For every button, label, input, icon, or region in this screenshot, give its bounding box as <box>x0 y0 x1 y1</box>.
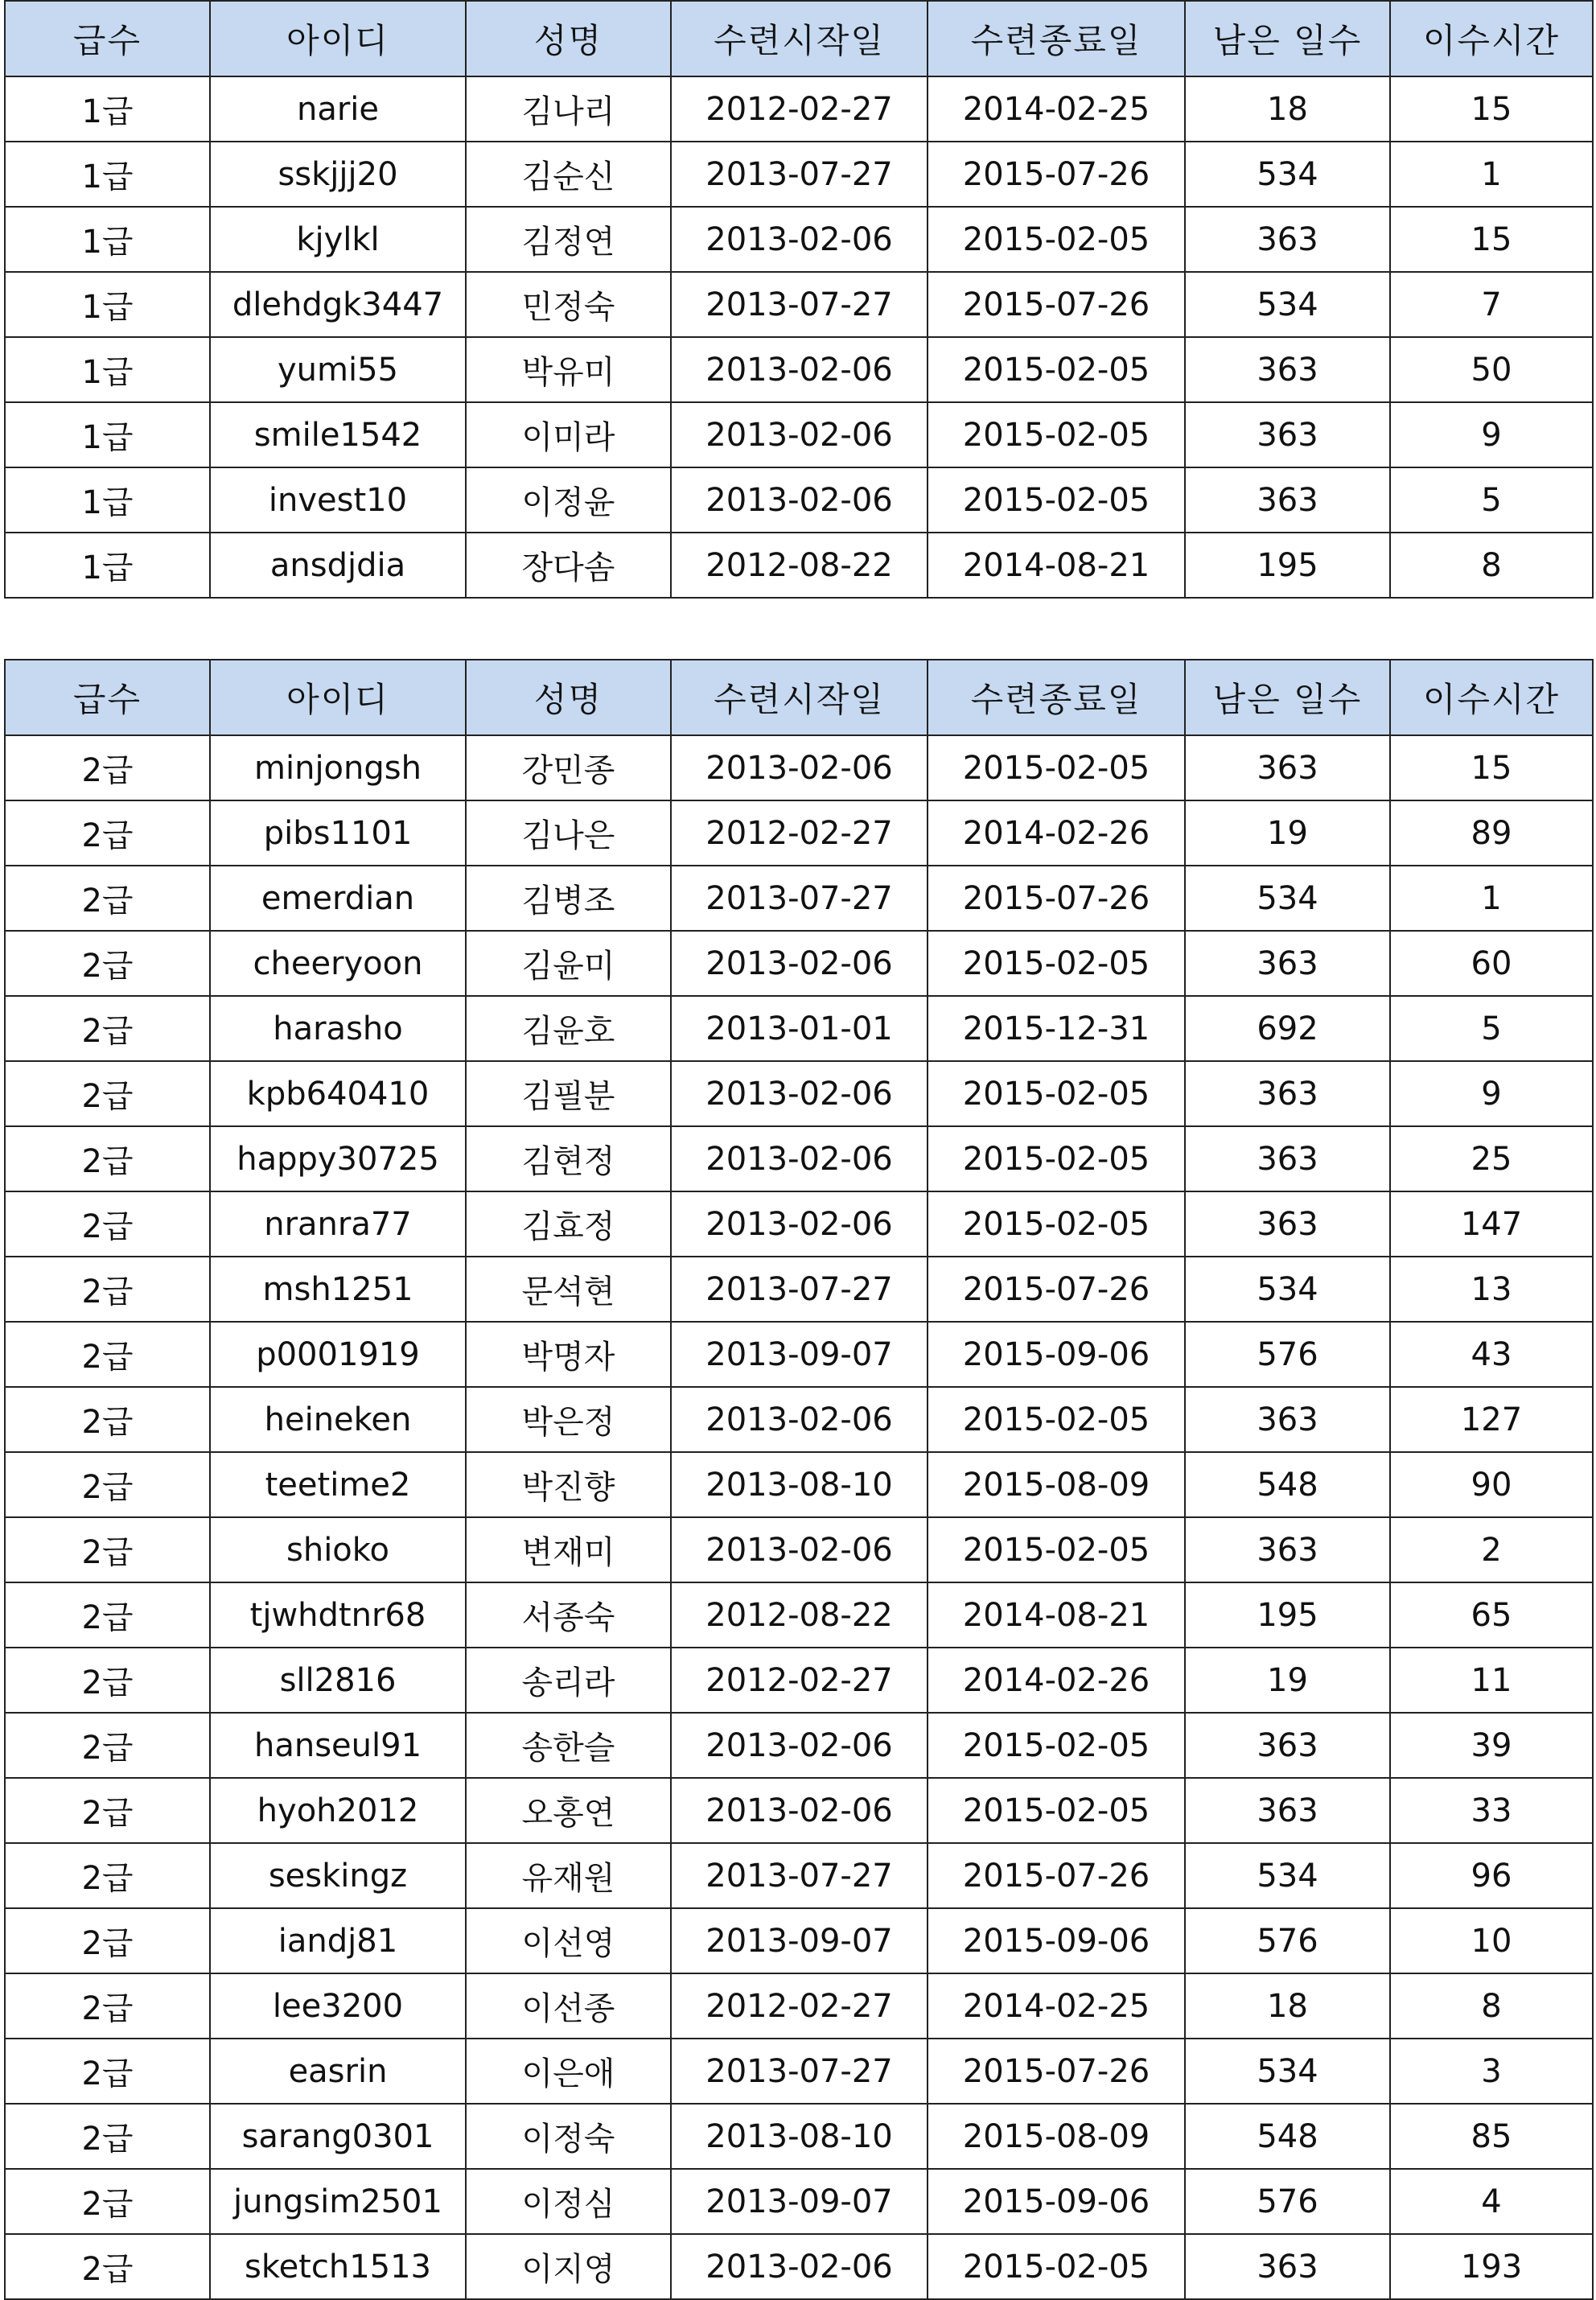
id-cell: lee3200 <box>210 1973 466 2039</box>
name-cell: 김병조 <box>466 866 671 931</box>
id-cell: teetime2 <box>210 1452 466 1517</box>
table-row <box>5 1843 1593 1908</box>
days-left-cell: 195 <box>1185 533 1390 598</box>
end-date-cell: 2015-07-26 <box>928 272 1185 337</box>
header-name: 성명 <box>466 1 671 76</box>
name-cell: 김나은 <box>466 800 671 866</box>
grade-cell: 2급 <box>5 996 210 1061</box>
hours-cell: 1 <box>1390 142 1593 207</box>
table-row <box>5 1061 1593 1126</box>
id-cell: hanseul91 <box>210 1713 466 1778</box>
hours-cell: 89 <box>1390 800 1593 866</box>
id-cell: emerdian <box>210 866 466 931</box>
table-row <box>5 533 1593 598</box>
header-days-left: 남은 일수 <box>1185 1 1390 76</box>
hours-cell: 65 <box>1390 1582 1593 1648</box>
start-date-cell: 2013-02-06 <box>671 735 928 800</box>
header-hours: 이수시간 <box>1390 660 1593 735</box>
id-cell: invest10 <box>210 467 466 533</box>
hours-cell: 7 <box>1390 272 1593 337</box>
header-name: 성명 <box>466 660 671 735</box>
grade-cell: 2급 <box>5 1713 210 1778</box>
name-cell: 김윤미 <box>466 931 671 996</box>
hours-cell: 9 <box>1390 1061 1593 1126</box>
end-date-cell: 2015-02-05 <box>928 467 1185 533</box>
grade-cell: 2급 <box>5 1061 210 1126</box>
header-end-date: 수련종료일 <box>928 1 1185 76</box>
grade-cell: 2급 <box>5 2104 210 2169</box>
days-left-cell: 534 <box>1185 2039 1390 2104</box>
grade-cell: 2급 <box>5 1322 210 1387</box>
hours-cell: 15 <box>1390 207 1593 272</box>
table-row <box>5 866 1593 931</box>
start-date-cell: 2012-02-27 <box>671 1973 928 2039</box>
days-left-cell: 692 <box>1185 996 1390 1061</box>
table-row <box>5 142 1593 207</box>
table-row <box>5 1713 1593 1778</box>
grade-cell: 1급 <box>5 337 210 402</box>
end-date-cell: 2014-02-25 <box>928 1973 1185 2039</box>
grade-cell: 2급 <box>5 1908 210 1973</box>
end-date-cell: 2015-02-05 <box>928 1713 1185 1778</box>
start-date-cell: 2013-09-07 <box>671 1322 928 1387</box>
grade-cell: 1급 <box>5 467 210 533</box>
id-cell: msh1251 <box>210 1257 466 1322</box>
end-date-cell: 2015-08-09 <box>928 2104 1185 2169</box>
id-cell: kpb640410 <box>210 1061 466 1126</box>
days-left-cell: 534 <box>1185 272 1390 337</box>
grade-cell: 2급 <box>5 1452 210 1517</box>
table-row <box>5 1778 1593 1843</box>
table-row <box>5 1973 1593 2039</box>
days-left-cell: 363 <box>1185 2234 1390 2299</box>
days-left-cell: 534 <box>1185 866 1390 931</box>
id-cell: dlehdgk3447 <box>210 272 466 337</box>
name-cell: 박유미 <box>466 337 671 402</box>
grade-cell: 2급 <box>5 1778 210 1843</box>
table-row <box>5 1582 1593 1648</box>
hours-cell: 85 <box>1390 2104 1593 2169</box>
id-cell: tjwhdtnr68 <box>210 1582 466 1648</box>
id-cell: jungsim2501 <box>210 2169 466 2234</box>
hours-cell: 25 <box>1390 1126 1593 1191</box>
header-start-date: 수련시작일 <box>671 1 928 76</box>
end-date-cell: 2015-02-05 <box>928 402 1185 467</box>
header-end-date: 수련종료일 <box>928 660 1185 735</box>
end-date-cell: 2015-02-05 <box>928 1061 1185 1126</box>
header-grade: 급수 <box>5 660 210 735</box>
table-row <box>5 272 1593 337</box>
grade-cell: 2급 <box>5 1191 210 1257</box>
name-cell: 박은정 <box>466 1387 671 1452</box>
table-row <box>5 735 1593 800</box>
header-grade: 급수 <box>5 1 210 76</box>
grade-cell: 2급 <box>5 1387 210 1452</box>
start-date-cell: 2013-07-27 <box>671 1843 928 1908</box>
start-date-cell: 2013-02-06 <box>671 337 928 402</box>
grade-cell: 1급 <box>5 142 210 207</box>
end-date-cell: 2014-08-21 <box>928 533 1185 598</box>
start-date-cell: 2013-02-06 <box>671 1387 928 1452</box>
table-body <box>5 76 1593 598</box>
start-date-cell: 2013-02-06 <box>671 467 928 533</box>
table-row <box>5 467 1593 533</box>
table-row <box>5 1257 1593 1322</box>
name-cell: 박진향 <box>466 1452 671 1517</box>
end-date-cell: 2015-09-06 <box>928 1908 1185 1973</box>
header-row <box>5 1 1593 76</box>
name-cell: 김필분 <box>466 1061 671 1126</box>
grade-cell: 2급 <box>5 1843 210 1908</box>
table-row <box>5 2169 1593 2234</box>
header-id: 아이디 <box>210 1 466 76</box>
days-left-cell: 363 <box>1185 1061 1390 1126</box>
hours-cell: 127 <box>1390 1387 1593 1452</box>
header-hours: 이수시간 <box>1390 1 1593 76</box>
hours-cell: 39 <box>1390 1713 1593 1778</box>
days-left-cell: 363 <box>1185 337 1390 402</box>
end-date-cell: 2015-02-05 <box>928 1517 1185 1582</box>
start-date-cell: 2013-07-27 <box>671 272 928 337</box>
days-left-cell: 363 <box>1185 1387 1390 1452</box>
start-date-cell: 2013-07-27 <box>671 1257 928 1322</box>
id-cell: ansdjdia <box>210 533 466 598</box>
days-left-cell: 18 <box>1185 76 1390 142</box>
name-cell: 유재원 <box>466 1843 671 1908</box>
hours-cell: 90 <box>1390 1452 1593 1517</box>
hours-cell: 1 <box>1390 866 1593 931</box>
hours-cell: 13 <box>1390 1257 1593 1322</box>
grade-cell: 1급 <box>5 76 210 142</box>
end-date-cell: 2014-02-25 <box>928 76 1185 142</box>
start-date-cell: 2013-02-06 <box>671 207 928 272</box>
table-row <box>5 996 1593 1061</box>
hours-cell: 60 <box>1390 931 1593 996</box>
table-row <box>5 1648 1593 1713</box>
hours-cell: 8 <box>1390 1973 1593 2039</box>
start-date-cell: 2013-07-27 <box>671 866 928 931</box>
grade-cell: 2급 <box>5 1257 210 1322</box>
days-left-cell: 534 <box>1185 142 1390 207</box>
start-date-cell: 2012-08-22 <box>671 1582 928 1648</box>
start-date-cell: 2012-08-22 <box>671 533 928 598</box>
start-date-cell: 2012-02-27 <box>671 76 928 142</box>
table-row <box>5 931 1593 996</box>
days-left-cell: 195 <box>1185 1582 1390 1648</box>
name-cell: 이지영 <box>466 2234 671 2299</box>
id-cell: smile1542 <box>210 402 466 467</box>
grade-cell: 2급 <box>5 1126 210 1191</box>
end-date-cell: 2015-08-09 <box>928 1452 1185 1517</box>
id-cell: shioko <box>210 1517 466 1582</box>
hours-cell: 43 <box>1390 1322 1593 1387</box>
table-row <box>5 1452 1593 1517</box>
grade-cell: 2급 <box>5 1648 210 1713</box>
name-cell: 문석현 <box>466 1257 671 1322</box>
start-date-cell: 2013-02-06 <box>671 1517 928 1582</box>
table-row <box>5 337 1593 402</box>
hours-cell: 5 <box>1390 467 1593 533</box>
days-left-cell: 363 <box>1185 1517 1390 1582</box>
grade-cell: 1급 <box>5 207 210 272</box>
end-date-cell: 2015-02-05 <box>928 337 1185 402</box>
header-start-date: 수련시작일 <box>671 660 928 735</box>
name-cell: 김정연 <box>466 207 671 272</box>
start-date-cell: 2013-09-07 <box>671 2169 928 2234</box>
start-date-cell: 2013-01-01 <box>671 996 928 1061</box>
grade-cell: 2급 <box>5 2234 210 2299</box>
grade-1-table <box>4 0 1594 599</box>
hours-cell: 147 <box>1390 1191 1593 1257</box>
name-cell: 이정윤 <box>466 467 671 533</box>
hours-cell: 15 <box>1390 735 1593 800</box>
days-left-cell: 576 <box>1185 1908 1390 1973</box>
days-left-cell: 363 <box>1185 1778 1390 1843</box>
table-row <box>5 1908 1593 1973</box>
end-date-cell: 2014-08-21 <box>928 1582 1185 1648</box>
grade-2-table <box>4 659 1594 2300</box>
name-cell: 이미라 <box>466 402 671 467</box>
grade-cell: 1급 <box>5 533 210 598</box>
name-cell: 강민종 <box>466 735 671 800</box>
start-date-cell: 2013-02-06 <box>671 1126 928 1191</box>
grade-cell: 1급 <box>5 402 210 467</box>
start-date-cell: 2013-02-06 <box>671 931 928 996</box>
name-cell: 김효정 <box>466 1191 671 1257</box>
end-date-cell: 2015-09-06 <box>928 1322 1185 1387</box>
name-cell: 이정심 <box>466 2169 671 2234</box>
table-row <box>5 76 1593 142</box>
header-row <box>5 660 1593 735</box>
start-date-cell: 2012-02-27 <box>671 800 928 866</box>
id-cell: hyoh2012 <box>210 1778 466 1843</box>
hours-cell: 5 <box>1390 996 1593 1061</box>
id-cell: yumi55 <box>210 337 466 402</box>
name-cell: 장다솜 <box>466 533 671 598</box>
start-date-cell: 2013-08-10 <box>671 1452 928 1517</box>
name-cell: 이선종 <box>466 1973 671 2039</box>
id-cell: sskjjj20 <box>210 142 466 207</box>
end-date-cell: 2015-02-05 <box>928 1778 1185 1843</box>
table-row <box>5 1387 1593 1452</box>
end-date-cell: 2015-09-06 <box>928 2169 1185 2234</box>
end-date-cell: 2015-02-05 <box>928 1126 1185 1191</box>
end-date-cell: 2015-07-26 <box>928 1843 1185 1908</box>
start-date-cell: 2013-08-10 <box>671 2104 928 2169</box>
id-cell: narie <box>210 76 466 142</box>
name-cell: 이은애 <box>466 2039 671 2104</box>
grade-cell: 2급 <box>5 1517 210 1582</box>
days-left-cell: 363 <box>1185 467 1390 533</box>
hours-cell: 193 <box>1390 2234 1593 2299</box>
start-date-cell: 2013-02-06 <box>671 402 928 467</box>
days-left-cell: 548 <box>1185 2104 1390 2169</box>
id-cell: heineken <box>210 1387 466 1452</box>
table-row <box>5 1517 1593 1582</box>
table-row <box>5 2234 1593 2299</box>
end-date-cell: 2015-07-26 <box>928 2039 1185 2104</box>
table-row <box>5 1126 1593 1191</box>
end-date-cell: 2015-02-05 <box>928 207 1185 272</box>
days-left-cell: 363 <box>1185 931 1390 996</box>
grade-cell: 1급 <box>5 272 210 337</box>
table-row <box>5 2039 1593 2104</box>
end-date-cell: 2014-02-26 <box>928 1648 1185 1713</box>
name-cell: 김나리 <box>466 76 671 142</box>
name-cell: 송한슬 <box>466 1713 671 1778</box>
end-date-cell: 2015-02-05 <box>928 1191 1185 1257</box>
start-date-cell: 2013-02-06 <box>671 1713 928 1778</box>
end-date-cell: 2015-02-05 <box>928 1387 1185 1452</box>
header-id: 아이디 <box>210 660 466 735</box>
days-left-cell: 19 <box>1185 1648 1390 1713</box>
days-left-cell: 576 <box>1185 1322 1390 1387</box>
name-cell: 변재미 <box>466 1517 671 1582</box>
hours-cell: 33 <box>1390 1778 1593 1843</box>
grade-cell: 2급 <box>5 866 210 931</box>
id-cell: kjylkl <box>210 207 466 272</box>
start-date-cell: 2013-07-27 <box>671 142 928 207</box>
start-date-cell: 2013-09-07 <box>671 1908 928 1973</box>
hours-cell: 11 <box>1390 1648 1593 1713</box>
id-cell: sll2816 <box>210 1648 466 1713</box>
name-cell: 김윤호 <box>466 996 671 1061</box>
grade-cell: 2급 <box>5 931 210 996</box>
grade-cell: 2급 <box>5 2169 210 2234</box>
grade-cell: 2급 <box>5 1582 210 1648</box>
grade-cell: 2급 <box>5 2039 210 2104</box>
table-row <box>5 207 1593 272</box>
id-cell: happy30725 <box>210 1126 466 1191</box>
end-date-cell: 2015-02-05 <box>928 735 1185 800</box>
id-cell: pibs1101 <box>210 800 466 866</box>
end-date-cell: 2015-07-26 <box>928 866 1185 931</box>
id-cell: harasho <box>210 996 466 1061</box>
grade-cell: 2급 <box>5 735 210 800</box>
id-cell: cheeryoon <box>210 931 466 996</box>
table-row <box>5 402 1593 467</box>
grade-cell: 2급 <box>5 1973 210 2039</box>
start-date-cell: 2012-02-27 <box>671 1648 928 1713</box>
table-row <box>5 800 1593 866</box>
id-cell: p0001919 <box>210 1322 466 1387</box>
start-date-cell: 2013-02-06 <box>671 1191 928 1257</box>
name-cell: 이선영 <box>466 1908 671 1973</box>
name-cell: 송리라 <box>466 1648 671 1713</box>
days-left-cell: 18 <box>1185 1973 1390 2039</box>
start-date-cell: 2013-02-06 <box>671 1778 928 1843</box>
days-left-cell: 363 <box>1185 207 1390 272</box>
table-row <box>5 2104 1593 2169</box>
id-cell: easrin <box>210 2039 466 2104</box>
end-date-cell: 2015-12-31 <box>928 996 1185 1061</box>
hours-cell: 10 <box>1390 1908 1593 1973</box>
start-date-cell: 2013-02-06 <box>671 2234 928 2299</box>
hours-cell: 50 <box>1390 337 1593 402</box>
end-date-cell: 2015-07-26 <box>928 1257 1185 1322</box>
table-row <box>5 1322 1593 1387</box>
start-date-cell: 2013-02-06 <box>671 1061 928 1126</box>
name-cell: 오홍연 <box>466 1778 671 1843</box>
id-cell: seskingz <box>210 1843 466 1908</box>
days-left-cell: 19 <box>1185 800 1390 866</box>
id-cell: iandj81 <box>210 1908 466 1973</box>
grade-cell: 2급 <box>5 800 210 866</box>
days-left-cell: 363 <box>1185 1713 1390 1778</box>
days-left-cell: 534 <box>1185 1843 1390 1908</box>
id-cell: sarang0301 <box>210 2104 466 2169</box>
end-date-cell: 2015-07-26 <box>928 142 1185 207</box>
id-cell: sketch1513 <box>210 2234 466 2299</box>
hours-cell: 15 <box>1390 76 1593 142</box>
hours-cell: 4 <box>1390 2169 1593 2234</box>
days-left-cell: 534 <box>1185 1257 1390 1322</box>
hours-cell: 96 <box>1390 1843 1593 1908</box>
hours-cell: 8 <box>1390 533 1593 598</box>
days-left-cell: 363 <box>1185 1126 1390 1191</box>
hours-cell: 9 <box>1390 402 1593 467</box>
end-date-cell: 2014-02-26 <box>928 800 1185 866</box>
name-cell: 박명자 <box>466 1322 671 1387</box>
id-cell: minjongsh <box>210 735 466 800</box>
name-cell: 김현정 <box>466 1126 671 1191</box>
table-row <box>5 1191 1593 1257</box>
hours-cell: 3 <box>1390 2039 1593 2104</box>
name-cell: 서종숙 <box>466 1582 671 1648</box>
days-left-cell: 548 <box>1185 1452 1390 1517</box>
days-left-cell: 576 <box>1185 2169 1390 2234</box>
days-left-cell: 363 <box>1185 1191 1390 1257</box>
name-cell: 김순신 <box>466 142 671 207</box>
name-cell: 이정숙 <box>466 2104 671 2169</box>
end-date-cell: 2015-02-05 <box>928 2234 1185 2299</box>
name-cell: 민정숙 <box>466 272 671 337</box>
header-days-left: 남은 일수 <box>1185 660 1390 735</box>
days-left-cell: 363 <box>1185 402 1390 467</box>
hours-cell: 2 <box>1390 1517 1593 1582</box>
id-cell: nranra77 <box>210 1191 466 1257</box>
table-body <box>5 735 1593 2299</box>
start-date-cell: 2013-07-27 <box>671 2039 928 2104</box>
days-left-cell: 363 <box>1185 735 1390 800</box>
end-date-cell: 2015-02-05 <box>928 931 1185 996</box>
